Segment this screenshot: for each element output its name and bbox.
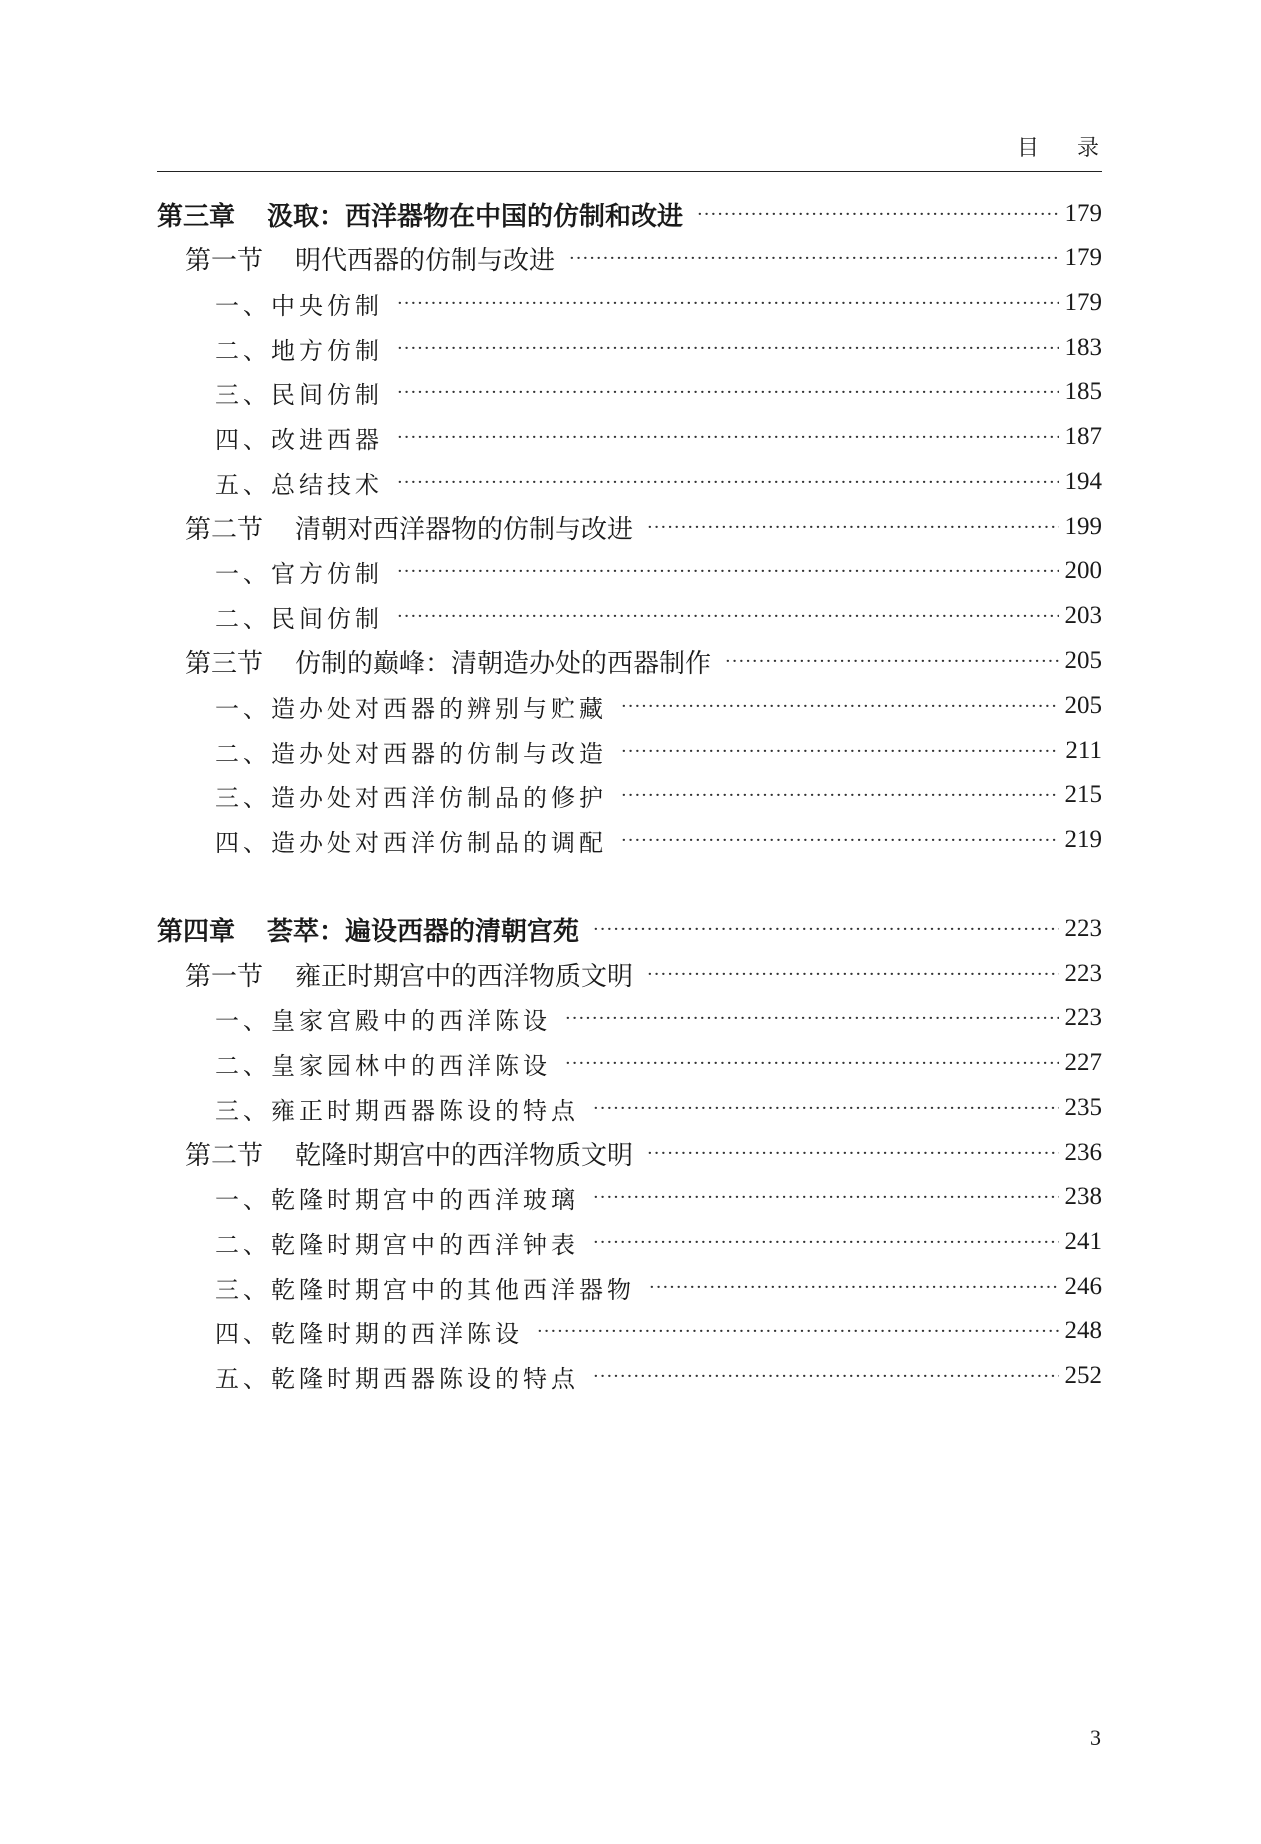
toc-entry-title: 乾隆时期的西洋陈设 xyxy=(271,1319,523,1348)
toc-entry-number: 一、 xyxy=(215,1006,271,1035)
toc-entry-page: 241 xyxy=(1064,1228,1102,1255)
toc-entry-label xyxy=(215,1314,523,1349)
toc-entry-sub[interactable] xyxy=(157,998,1102,1038)
toc-entry-page: 179 xyxy=(1064,244,1102,271)
toc-entry-title: 中央仿制 xyxy=(271,291,383,320)
toc-entry-sub[interactable] xyxy=(157,1177,1102,1217)
dot-leader xyxy=(593,1366,1059,1387)
toc-entry-sub[interactable] xyxy=(157,417,1102,457)
toc-entry-number: 第二节 xyxy=(185,514,264,545)
toc-entry-title: 造办处对西器的辨别与贮藏 xyxy=(271,694,607,723)
toc-entry-number: 第一节 xyxy=(185,961,264,992)
toc-entry-number: 三、 xyxy=(215,380,271,409)
toc-entry-page: 227 xyxy=(1064,1049,1102,1076)
toc-entry-label xyxy=(215,375,383,410)
toc-entry-page: 238 xyxy=(1064,1183,1102,1210)
toc-entry-sub[interactable] xyxy=(157,551,1102,591)
toc-entry-label xyxy=(215,465,383,500)
dot-leader xyxy=(647,964,1058,985)
toc-entry-page: 248 xyxy=(1064,1317,1102,1344)
toc-entry-label xyxy=(185,240,555,277)
toc-entry-sub[interactable] xyxy=(157,1311,1102,1351)
toc-entry-sub[interactable] xyxy=(157,596,1102,636)
toc-entry-sub[interactable] xyxy=(157,731,1102,771)
page-number: 3 xyxy=(1090,1725,1101,1750)
toc-entry-number: 第一节 xyxy=(185,245,264,276)
toc-entry-number: 三、 xyxy=(215,783,271,812)
toc-entry-label xyxy=(215,1001,551,1036)
toc-entry-sub[interactable] xyxy=(157,372,1102,412)
toc-entry-page: 205 xyxy=(1064,692,1102,719)
toc-entry-title: 造办处对西洋仿制品的调配 xyxy=(271,828,607,857)
dot-leader xyxy=(397,427,1059,448)
toc-entry-sub[interactable] xyxy=(157,686,1102,726)
toc-entry-number: 第三章 xyxy=(157,201,236,232)
toc-entry-number: 五、 xyxy=(215,1364,271,1393)
toc-entry-title: 明代西器的仿制与改进 xyxy=(295,245,556,276)
toc-entry-label xyxy=(185,643,711,680)
running-header: 目录 xyxy=(1016,136,1137,161)
toc-entry-title: 地方仿制 xyxy=(271,336,383,365)
toc-entry-label xyxy=(215,1180,579,1215)
toc-entry-label xyxy=(185,956,633,993)
toc-entry-section[interactable] xyxy=(157,238,1102,278)
toc-entry-title: 总结技术 xyxy=(271,470,383,499)
toc-entry-page: 203 xyxy=(1064,602,1102,629)
dot-leader xyxy=(397,338,1059,359)
toc-entry-label xyxy=(215,1225,579,1260)
dot-leader xyxy=(397,561,1059,582)
toc-entry-label xyxy=(215,1270,635,1305)
dot-leader xyxy=(647,517,1058,538)
toc-entry-title: 民间仿制 xyxy=(271,380,383,409)
toc-entry-number: 一、 xyxy=(215,1185,271,1214)
dot-leader xyxy=(397,606,1059,627)
toc-entry-page: 183 xyxy=(1064,334,1102,361)
toc-entry-sub[interactable] xyxy=(157,283,1102,323)
toc-entry-chapter[interactable] xyxy=(157,194,1102,234)
dot-leader xyxy=(725,651,1058,672)
toc-entry-page: 223 xyxy=(1064,915,1102,942)
toc-entry-title: 改进西器 xyxy=(271,425,383,454)
toc-entry-sub[interactable] xyxy=(157,1088,1102,1128)
toc-entry-label xyxy=(215,823,607,858)
toc-entry-page: 252 xyxy=(1064,1362,1102,1389)
toc-entry-label xyxy=(215,599,383,634)
dot-leader xyxy=(565,1008,1059,1029)
toc-entry-page: 246 xyxy=(1064,1273,1102,1300)
dot-leader xyxy=(565,1053,1059,1074)
toc-entry-title: 皇家园林中的西洋陈设 xyxy=(271,1051,551,1080)
toc-entry-sub[interactable] xyxy=(157,775,1102,815)
dot-leader xyxy=(569,248,1058,269)
toc-entry-label xyxy=(215,1359,579,1394)
toc-entry-title: 雍正时期宫中的西洋物质文明 xyxy=(295,961,634,992)
toc-entry-title: 汲取：西洋器物在中国的仿制和改进 xyxy=(267,201,684,232)
toc-entry-label xyxy=(185,509,633,546)
toc-entry-page: 179 xyxy=(1064,289,1102,316)
dot-leader xyxy=(647,1143,1058,1164)
toc-entry-number: 三、 xyxy=(215,1275,271,1304)
toc-entry-number: 四、 xyxy=(215,828,271,857)
toc-entry-chapter[interactable] xyxy=(157,909,1102,949)
toc-entry-label xyxy=(215,734,607,769)
toc-entry-section[interactable] xyxy=(157,507,1102,547)
toc-entry-page: 194 xyxy=(1064,468,1102,495)
toc-entry-number: 一、 xyxy=(215,559,271,588)
dot-leader xyxy=(621,830,1059,851)
toc-entry-section[interactable] xyxy=(157,1133,1102,1173)
toc-entry-title: 荟萃：遍设西器的清朝宫苑 xyxy=(267,916,580,947)
toc-entry-number: 四、 xyxy=(215,425,271,454)
toc-entry-page: 223 xyxy=(1064,960,1102,987)
dot-leader xyxy=(621,785,1059,806)
dot-leader xyxy=(649,1277,1059,1298)
toc-entry-label xyxy=(215,778,607,813)
toc-entry-page: 235 xyxy=(1064,1094,1102,1121)
toc-entry-sub[interactable] xyxy=(157,1267,1102,1307)
toc-entry-sub[interactable] xyxy=(157,462,1102,502)
toc-entry-page: 200 xyxy=(1064,557,1102,584)
toc-entry-page: 185 xyxy=(1064,378,1102,405)
toc-entry-sub[interactable] xyxy=(157,1043,1102,1083)
dot-leader xyxy=(593,1098,1059,1119)
toc-entry-label xyxy=(215,1046,551,1081)
toc-entry-number: 五、 xyxy=(215,470,271,499)
header-rule xyxy=(157,171,1102,172)
toc-entry-title: 雍正时期西器陈设的特点 xyxy=(271,1096,579,1125)
dot-leader xyxy=(593,1232,1059,1253)
toc-entry-title: 乾隆时期西器陈设的特点 xyxy=(271,1364,579,1393)
toc-entry-label xyxy=(215,689,607,724)
toc-entry-page: 236 xyxy=(1064,1139,1102,1166)
toc-entry-number: 二、 xyxy=(215,739,271,768)
toc-entry-page: 211 xyxy=(1065,737,1102,764)
toc-entry-label xyxy=(185,1135,633,1172)
toc-entry-number: 一、 xyxy=(215,291,271,320)
toc-entry-title: 仿制的巅峰：清朝造办处的西器制作 xyxy=(295,648,712,679)
toc-entry-page: 179 xyxy=(1064,200,1102,227)
dot-leader xyxy=(621,741,1059,762)
toc-entry-title: 皇家宫殿中的西洋陈设 xyxy=(271,1006,551,1035)
toc-entry-number: 第三节 xyxy=(185,648,264,679)
toc-entry-title: 造办处对西洋仿制品的修护 xyxy=(271,783,607,812)
toc-entry-number: 四、 xyxy=(215,1319,271,1348)
toc-entry-sub[interactable] xyxy=(157,820,1102,860)
toc-entry-page: 223 xyxy=(1064,1004,1102,1031)
toc-entry-title: 官方仿制 xyxy=(271,559,383,588)
dot-leader xyxy=(397,293,1059,314)
toc-entry-number: 二、 xyxy=(215,1230,271,1259)
toc-entry-number: 三、 xyxy=(215,1096,271,1125)
toc-entry-title: 乾隆时期宫中的西洋玻璃 xyxy=(271,1185,579,1214)
toc-entry-sub[interactable] xyxy=(157,328,1102,368)
toc-entry-number: 二、 xyxy=(215,336,271,365)
toc-entry-title: 造办处对西器的仿制与改造 xyxy=(271,739,607,768)
toc-entry-title: 清朝对西洋器物的仿制与改进 xyxy=(295,514,634,545)
toc-entry-section[interactable] xyxy=(157,641,1102,681)
toc-entry-title: 乾隆时期宫中的西洋物质文明 xyxy=(295,1140,634,1171)
toc-entry-number: 一、 xyxy=(215,694,271,723)
toc-entry-label xyxy=(157,911,579,948)
dot-leader xyxy=(397,472,1059,493)
toc-entry-page: 205 xyxy=(1064,647,1102,674)
toc-entry-sub[interactable] xyxy=(157,1356,1102,1396)
toc-entry-number: 第二节 xyxy=(185,1140,264,1171)
toc-entry-label xyxy=(215,331,383,366)
dot-leader xyxy=(397,382,1059,403)
toc-entry-page: 215 xyxy=(1064,781,1102,808)
toc-entry-section[interactable] xyxy=(157,954,1102,994)
toc-entry-label xyxy=(215,554,383,589)
toc-entry-title: 乾隆时期宫中的其他西洋器物 xyxy=(271,1275,635,1304)
toc-entry-page: 219 xyxy=(1064,826,1102,853)
toc-entry-label xyxy=(215,286,383,321)
toc-entry-label xyxy=(157,196,683,233)
toc-entry-number: 二、 xyxy=(215,604,271,633)
toc-entry-number: 二、 xyxy=(215,1051,271,1080)
toc-entry-title: 乾隆时期宫中的西洋钟表 xyxy=(271,1230,579,1259)
dot-leader xyxy=(593,919,1058,940)
toc-entry-page: 199 xyxy=(1064,513,1102,540)
dot-leader xyxy=(697,204,1058,225)
toc-entry-label xyxy=(215,420,383,455)
dot-leader xyxy=(621,696,1059,717)
toc-entry-number: 第四章 xyxy=(157,916,236,947)
toc-entry-title: 民间仿制 xyxy=(271,604,383,633)
toc-entry-page: 187 xyxy=(1064,423,1102,450)
dot-leader xyxy=(537,1321,1059,1342)
dot-leader xyxy=(593,1187,1059,1208)
toc-entry-sub[interactable] xyxy=(157,1222,1102,1262)
toc-entry-label xyxy=(215,1091,579,1126)
